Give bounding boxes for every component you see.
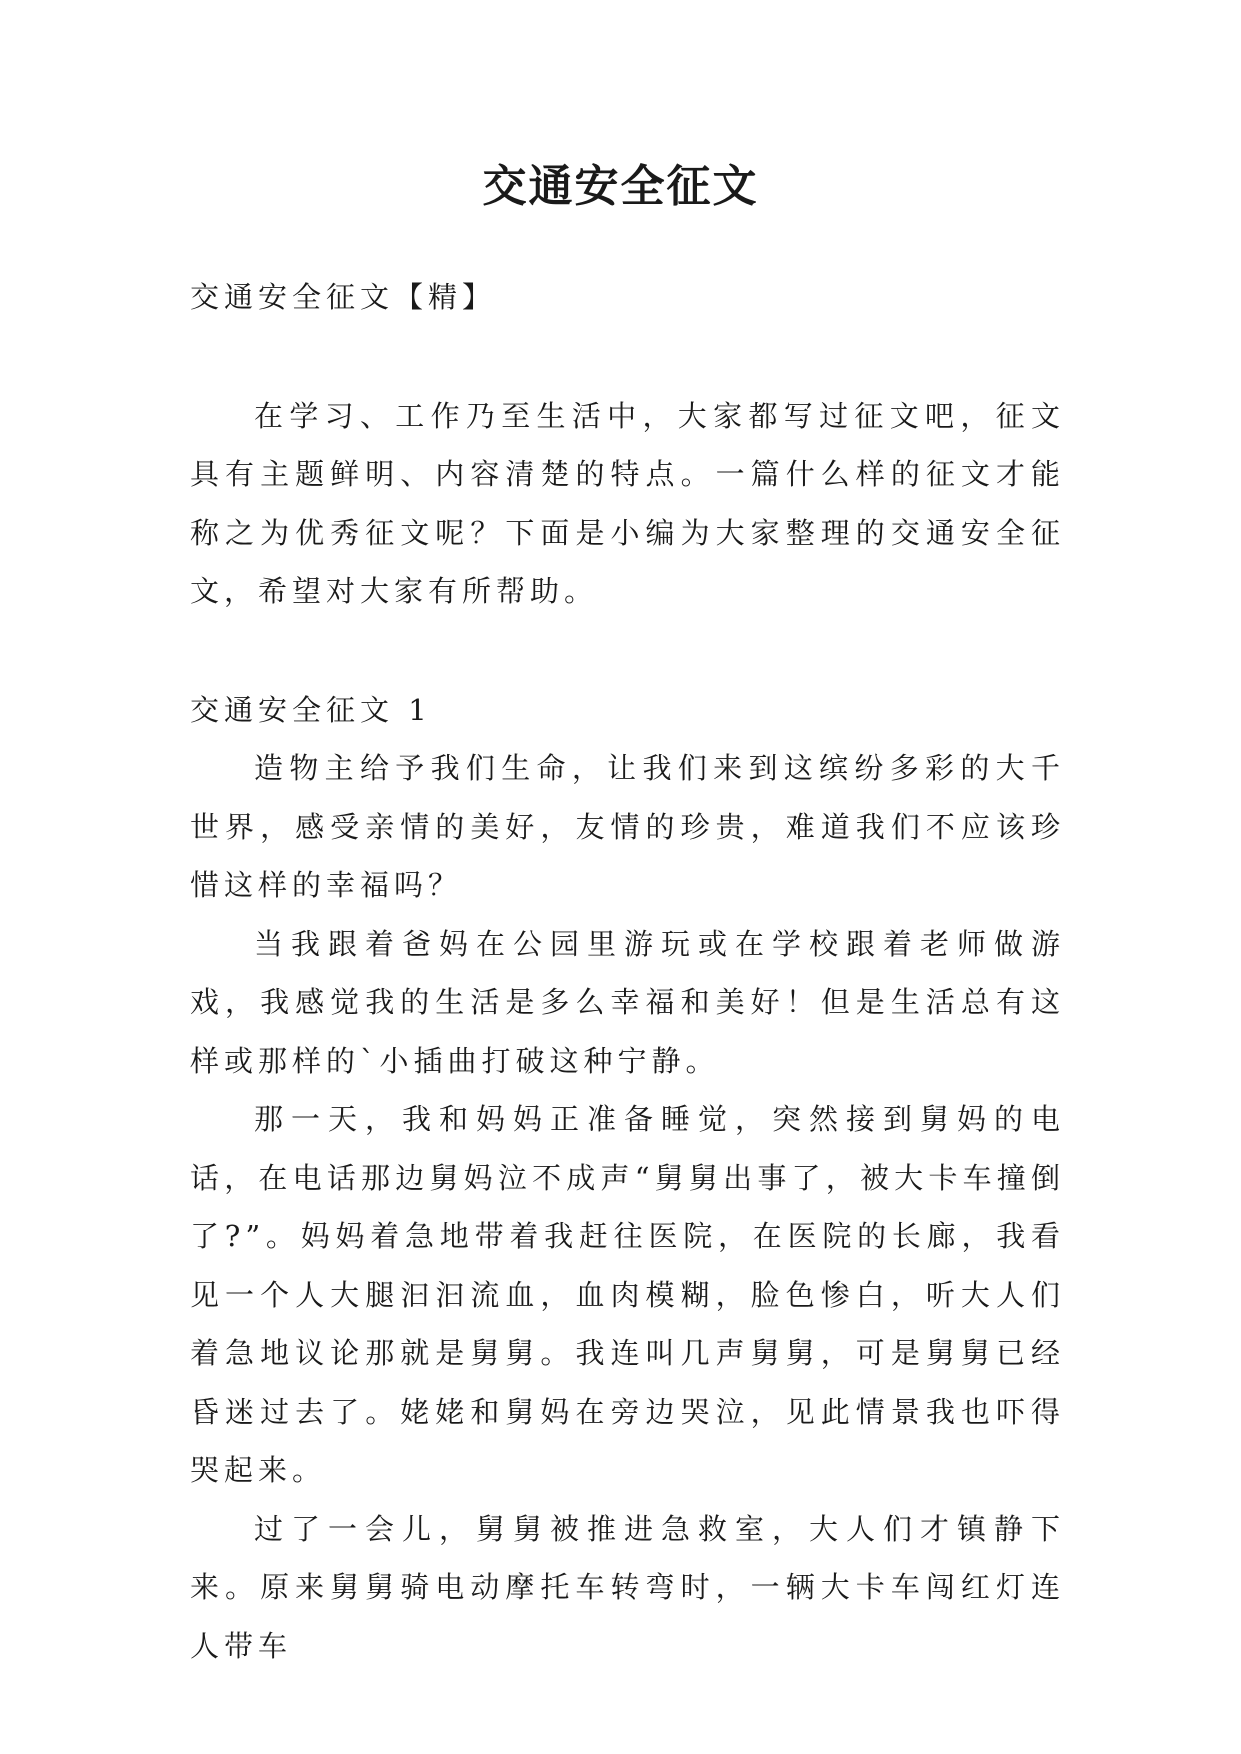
page-title: 交通安全征文 — [482, 161, 759, 212]
body-paragraph-4: 过了一会儿，舅舅被推进急救室，大人们才镇静下来。原来舅舅骑电动摩托车转弯时，一辆大卡车闯红灯连人带车 — [190, 1511, 1065, 1663]
intro-paragraph: 在学习、工作乃至生活中，大家都写过征文吧，征文具有主题鲜明、内容清楚的特点。一篇什么样的征文才能称之为优秀征文呢？下面是小编为大家整理的交通安全征文，希望对大家有所帮助。 — [190, 398, 1065, 608]
body-paragraph-1: 造物主给予我们生命，让我们来到这缤纷多彩的大千世界，感受亲情的美好，友情的珍贵，难道我们不应该珍惜这样的幸福吗？ — [190, 751, 1065, 902]
body-paragraph-2: 当我跟着爸妈在公园里游玩或在学校跟着老师做游戏，我感觉我的生活是多么幸福和美好！但是生活总有这样或那样的`小插曲打破这种宁静。 — [190, 926, 1065, 1078]
body-paragraph-3: 那一天，我和妈妈正准备睡觉，突然接到舅妈的电话，在电话那边舅妈泣不成声“舅舅出事了，被大卡车撞倒了?”。妈妈着急地带着我赶往医院，在医院的长廊，我看见一个人大腿汩汩流血，血肉模糊，脸色惨白，听大人们着急地议论那就是舅舅。我连叫几声舅舅，可是舅舅已经昏迷过去了。姥姥和舅妈在旁边哭泣，见此情景我也吓得哭起来。 — [190, 1102, 1065, 1487]
section-heading: 交通安全征文 1 — [190, 692, 432, 727]
document-body — [190, 268, 1065, 1675]
document-subtitle: 交通安全征文【精】 — [190, 280, 497, 314]
